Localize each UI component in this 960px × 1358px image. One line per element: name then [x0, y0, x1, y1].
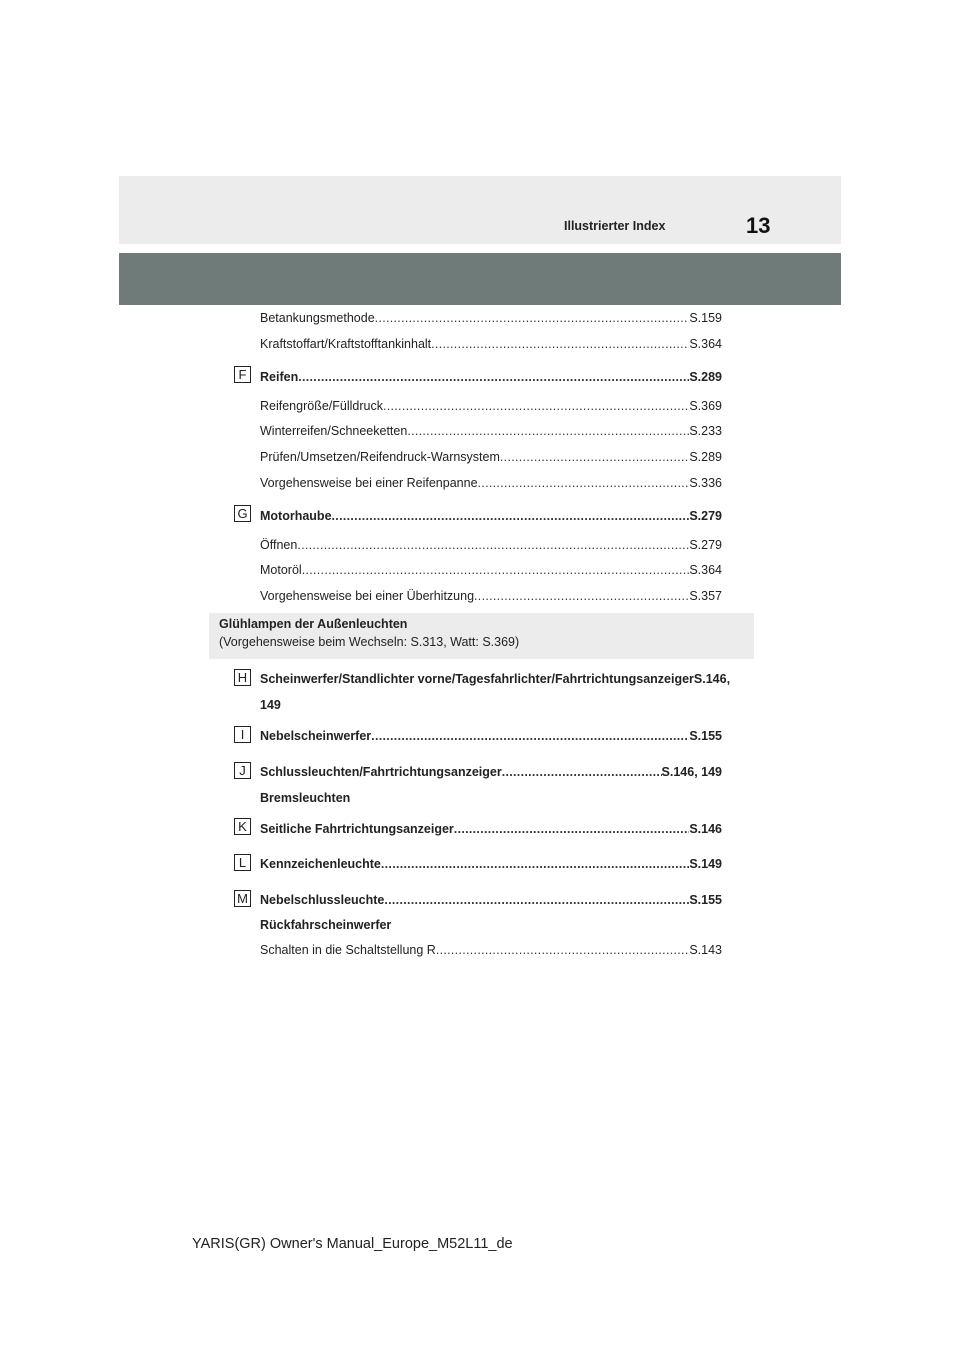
- entry-label-continued[interactable]: 149: [260, 698, 281, 712]
- index-entry[interactable]: [260, 561, 722, 579]
- index-entry[interactable]: [260, 448, 722, 466]
- callout-letter-f: F: [234, 366, 251, 383]
- entry-label: Vorgehensweise bei einer Überhitzung: [260, 589, 475, 603]
- index-entry[interactable]: [260, 587, 722, 605]
- leader-dots: [302, 561, 690, 579]
- entry-label: Kennzeichenleuchte: [260, 857, 381, 871]
- entry-ref[interactable]: S.364: [689, 337, 722, 351]
- callout-letter-g: G: [234, 505, 251, 522]
- callout-letter-l: L: [234, 854, 251, 871]
- entry-ref[interactable]: S.155: [689, 893, 722, 907]
- entry-label: Schalten in die Schaltstellung R: [260, 943, 436, 957]
- entry-ref[interactable]: S.357: [689, 589, 722, 603]
- leader-dots: [478, 474, 690, 492]
- leader-dots: [436, 941, 690, 959]
- callout-letter-j: J: [234, 762, 251, 779]
- index-entry[interactable]: [260, 474, 722, 492]
- entry-label: Reifengröße/Fülldruck: [260, 399, 383, 413]
- entry-ref[interactable]: S.289: [689, 370, 722, 384]
- leader-dots: [500, 448, 689, 466]
- leader-dots: [454, 820, 690, 838]
- index-entry[interactable]: [260, 820, 722, 838]
- leader-dots: [502, 763, 662, 781]
- entry-ref[interactable]: S.233: [689, 424, 722, 438]
- entry-ref[interactable]: S.364: [689, 563, 722, 577]
- leader-dots: [375, 309, 690, 327]
- entry-ref[interactable]: S.146, 149: [661, 765, 722, 779]
- index-entry[interactable]: [260, 368, 722, 386]
- index-entry[interactable]: [260, 763, 722, 781]
- entry-label: Nebelscheinwerfer: [260, 729, 372, 743]
- header-band: [119, 176, 841, 244]
- entry-ref[interactable]: S.155: [689, 729, 722, 743]
- entry-label: Seitliche Fahrtrichtungsanzeiger: [260, 822, 454, 836]
- section-subtitle: (Vorgehensweise beim Wechseln: S.313, Watt: S.369): [219, 635, 520, 649]
- header-divider-bar: [119, 253, 841, 305]
- entry-label: Schlussleuchten/Fahrtrichtungsanzeiger: [260, 765, 502, 779]
- entry-ref[interactable]: S.289: [689, 450, 722, 464]
- entry-ref[interactable]: S.279: [689, 538, 722, 552]
- entry-ref[interactable]: S.149: [689, 857, 722, 871]
- entry-ref[interactable]: S.336: [689, 476, 722, 490]
- entry-label: Reifen: [260, 370, 299, 384]
- leader-dots: [381, 855, 689, 873]
- callout-letter-h: H: [234, 669, 251, 686]
- leader-dots: [297, 536, 689, 554]
- index-entry[interactable]: [260, 727, 722, 745]
- callout-letter-k: K: [234, 818, 251, 835]
- entry-label[interactable]: Scheinwerfer/Standlichter vorne/Tagesfahrlichter/FahrtrichtungsanzeigerS.146,: [260, 672, 731, 686]
- index-entry[interactable]: [260, 507, 722, 525]
- entry-label: Betankungsmethode: [260, 311, 375, 325]
- entry-label: Motoröl: [260, 563, 302, 577]
- entry-ref[interactable]: S.279: [689, 509, 722, 523]
- index-entry[interactable]: [260, 422, 722, 440]
- entry-label: Winterreifen/Schneeketten: [260, 424, 408, 438]
- leader-dots: [474, 587, 689, 605]
- callout-letter-m: M: [234, 890, 251, 907]
- entry-label: Öffnen: [260, 538, 298, 552]
- entry-ref[interactable]: S.159: [689, 311, 722, 325]
- entry-label: Motorhaube: [260, 509, 332, 523]
- leader-dots: [407, 422, 689, 440]
- index-entry[interactable]: [260, 335, 722, 353]
- index-entry[interactable]: [260, 941, 722, 959]
- index-entry[interactable]: [260, 855, 722, 873]
- index-entry[interactable]: [260, 536, 722, 554]
- leader-dots: [431, 335, 689, 353]
- header-title: Illustrierter Index: [564, 219, 666, 233]
- index-entry[interactable]: [260, 309, 722, 327]
- page-number: 13: [746, 213, 771, 238]
- index-entry[interactable]: [260, 397, 722, 415]
- leader-dots: [332, 507, 690, 525]
- footer-text: YARIS(GR) Owner's Manual_Europe_M52L11_de: [192, 1236, 513, 1252]
- entry-label: Prüfen/Umsetzen/Reifendruck-Warnsystem: [260, 450, 500, 464]
- entry-label: Vorgehensweise bei einer Reifenpanne: [260, 476, 478, 490]
- callout-letter-i: I: [234, 726, 251, 743]
- section-title: Glühlampen der Außenleuchten: [219, 617, 408, 631]
- entry-label: Kraftstoffart/Kraftstofftankinhalt: [260, 337, 432, 351]
- entry-sub-label: Rückfahrscheinwerfer: [260, 918, 392, 932]
- entry-sub-label: Bremsleuchten: [260, 791, 351, 805]
- entry-ref[interactable]: S.143: [689, 943, 722, 957]
- leader-dots: [383, 397, 689, 415]
- entry-ref[interactable]: S.369: [689, 399, 722, 413]
- index-entry[interactable]: [260, 891, 722, 909]
- entry-label: Nebelschlussleuchte: [260, 893, 385, 907]
- leader-dots: [384, 891, 689, 909]
- leader-dots: [298, 368, 689, 386]
- entry-ref[interactable]: S.146: [689, 822, 722, 836]
- leader-dots: [371, 727, 689, 745]
